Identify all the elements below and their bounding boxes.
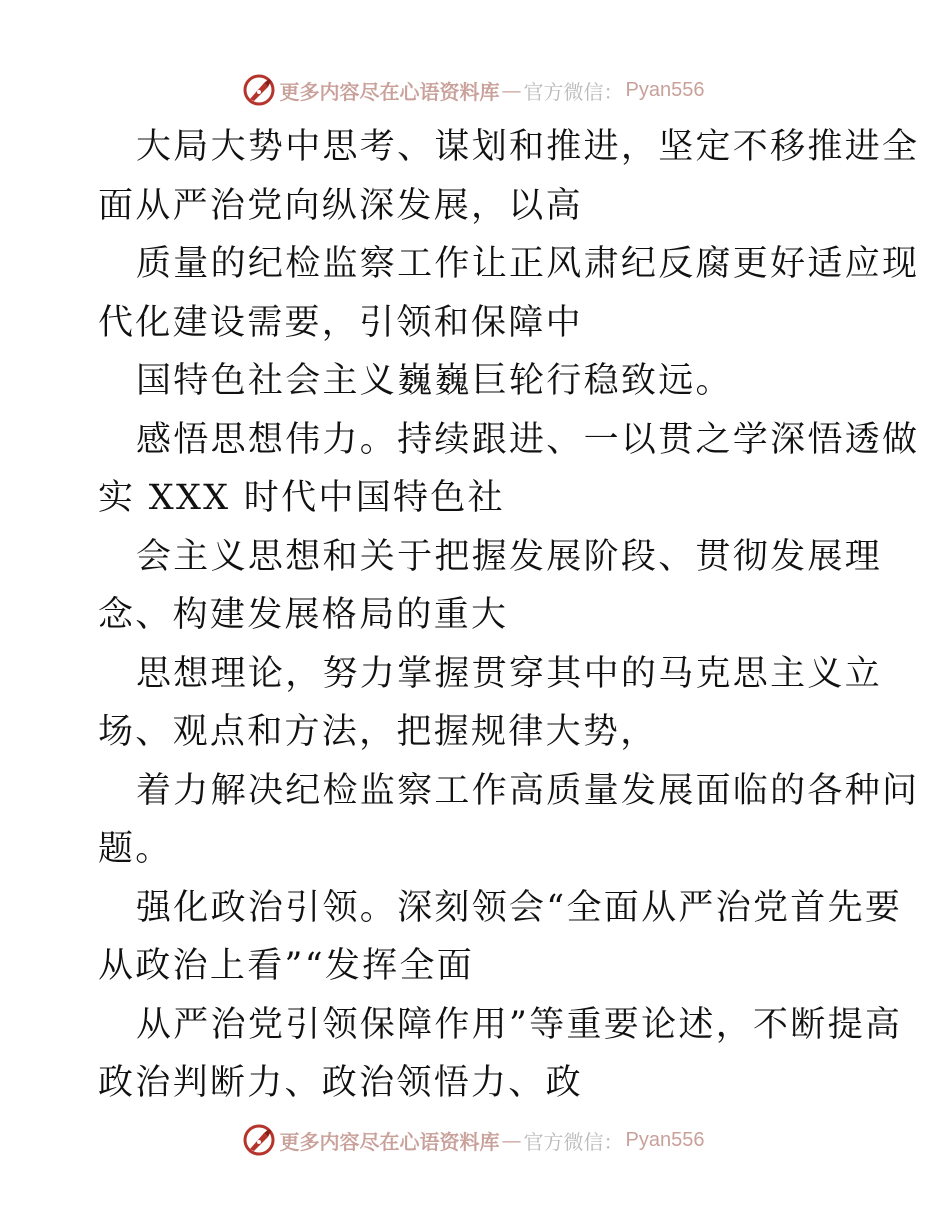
text-line: 会主义思想和关于把握发展阶段、贯彻发展理 <box>136 536 883 577</box>
footer-watermark <box>0 1120 950 1160</box>
text-line: 实 XXX 时代中国特色社 <box>98 478 505 518</box>
text-line: 国特色社会主义巍巍巨轮行稳致远。 <box>136 361 733 401</box>
watermark-wechat-id: Pyan556 <box>625 1128 705 1151</box>
watermark-wechat-label: 官方微信： <box>523 1129 624 1154</box>
text-line: 着力解决纪检监察工作高质量发展面临的各种问 <box>136 770 920 811</box>
text-line: 思想理论，努力掌握贯穿其中的马克思主义立 <box>136 653 883 694</box>
body-text <box>98 118 920 1113</box>
watermark-wechat-id: Pyan556 <box>625 78 705 101</box>
pen-nib-logo-icon <box>242 1123 276 1157</box>
text-line: 质量的纪检监察工作让正风肃纪反腐更好适应现 <box>136 244 920 284</box>
watermark-wechat-label: 官方微信： <box>523 79 624 104</box>
watermark-separator: — <box>501 78 522 102</box>
text-line: 强化政治引领。深刻领会“全面从严治党首先要 <box>136 887 903 928</box>
watermark-separator: — <box>501 1128 522 1152</box>
text-line: 政治判断力、政治领悟力、政 <box>98 1063 583 1103</box>
text-line: 题。 <box>98 829 173 869</box>
text-line: 代化建设需要，引领和保障中 <box>98 302 583 343</box>
text-line: 念、构建发展格局的重大 <box>98 595 509 635</box>
pen-nib-logo-icon <box>242 73 276 107</box>
watermark-site-text: 更多内容尽在心语资料库 <box>279 79 500 104</box>
text-line: 场、观点和方法，把握规律大势， <box>98 712 658 752</box>
text-line: 面从严治党向纵深发展，以高 <box>98 185 583 226</box>
text-line: 感悟思想伟力。持续跟进、一以贯之学深悟透做 <box>136 419 920 460</box>
text-line: 从政治上看”“发挥全面 <box>98 946 475 986</box>
watermark-site-text: 更多内容尽在心语资料库 <box>279 1129 500 1154</box>
text-line: 从严治党引领保障作用”等重要论述，不断提高 <box>136 1004 903 1045</box>
text-line: 大局大势中思考、谋划和推进，坚定不移推进全 <box>136 127 920 167</box>
header-watermark <box>0 70 950 110</box>
